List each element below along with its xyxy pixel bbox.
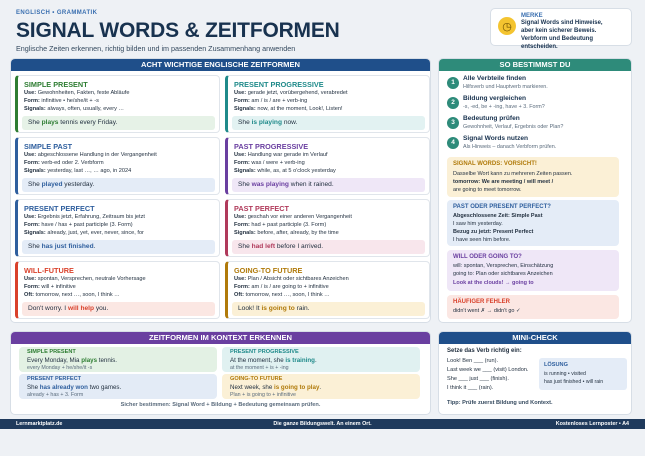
tense-name: PAST PERFECT xyxy=(234,204,290,213)
solution-line: is running • visited xyxy=(544,371,586,377)
tense-form: Form: had + past participle (3. Form) xyxy=(234,222,327,228)
howto-panel-title: SO BESTIMMST DU xyxy=(439,59,631,71)
step-subtitle: Als Hinweis – danach Verbform prüfen. xyxy=(463,144,557,150)
step-number: 4 xyxy=(447,137,459,149)
tense-signals: Signals: while, as, at 5 o'clock yesterday xyxy=(234,168,336,174)
context-formula: Plan + is going to + infinitive xyxy=(230,392,296,398)
minicheck-panel xyxy=(438,331,632,415)
exercise-line: Last week we ___ (visit) London. xyxy=(447,367,529,373)
step-item xyxy=(447,115,619,137)
step-subtitle: -s, -ed, be + -ing, have + 3. Form? xyxy=(463,104,545,110)
will-going-title: WILL ODER GOING TO? xyxy=(453,254,522,260)
caution-title: SIGNAL WORDS: VORSICHT! xyxy=(453,161,537,167)
tense-name: PAST PROGRESSIVE xyxy=(234,142,309,151)
tense-signals: Oft: tomorrow, next …, soon, I think … xyxy=(234,292,330,298)
tense-card xyxy=(225,137,430,195)
minicheck-instruction: Setze das Verb richtig ein: xyxy=(447,348,522,354)
exercise-line: She ___ just ___ (finish). xyxy=(447,376,509,382)
past-present-line: Bezug zu jetzt: Present Perfect xyxy=(453,229,534,235)
tense-example: She is playing now. xyxy=(232,116,425,130)
context-name: PRESENT PROGRESSIVE xyxy=(230,349,299,355)
tense-example: She plays tennis every Friday. xyxy=(22,116,215,130)
tense-signals: Oft: tomorrow, next …, soon, I think … xyxy=(24,292,120,298)
step-subtitle: Hilfsverb und Hauptverb markieren. xyxy=(463,84,548,90)
tense-name: PRESENT PERFECT xyxy=(24,204,95,213)
tense-use: Use: Handlung war gerade im Verlauf xyxy=(234,152,328,158)
minicheck-tip: Tipp: Prüfe zuerst Bildung und Kontext. xyxy=(447,400,553,406)
context-note: Sicher bestimmen: Signal Word + Bildung + Bedeutung gemeinsam prüfen. xyxy=(120,402,321,408)
tense-signals: Signals: before, after, already, by the time xyxy=(234,230,339,236)
step-number: 3 xyxy=(447,117,459,129)
tense-name: SIMPLE PAST xyxy=(24,142,73,151)
context-name: SIMPLE PRESENT xyxy=(27,349,76,355)
tense-card xyxy=(225,199,430,257)
will-going-line: will: spontan, Versprechen, Einschätzung xyxy=(453,263,554,269)
tense-name: WILL-FUTURE xyxy=(24,266,74,275)
step-title: Bildung vergleichen xyxy=(463,95,527,102)
tense-example: Look! It is going to rain. xyxy=(232,302,425,316)
tense-form: Form: am / is / are going to + infinitive xyxy=(234,284,329,290)
tense-example: She had left before I arrived. xyxy=(232,240,425,254)
context-formula: every Monday + he/she/it -s xyxy=(27,365,93,371)
context-formula: at the moment + is + -ing xyxy=(230,365,289,371)
tense-use: Use: Ergebnis jetzt, Erfahrung, Zeitraum bis jetzt xyxy=(24,214,145,220)
kicker: ENGLISCH • GRAMMATIK xyxy=(16,10,98,16)
tense-card xyxy=(15,261,220,319)
tense-name: PRESENT PROGRESSIVE xyxy=(234,80,324,89)
footer-center: Die ganze Bildungswelt. An einem Ort. xyxy=(273,421,372,427)
step-item xyxy=(447,75,619,97)
merke-line: aber kein sicherer Beweis. xyxy=(521,28,597,34)
tense-name: GOING-TO FUTURE xyxy=(234,266,303,275)
caution-line: are going to meet tomorrow. xyxy=(453,187,522,193)
tense-card xyxy=(225,75,430,133)
error-box xyxy=(447,295,619,319)
context-card xyxy=(19,347,217,372)
step-item xyxy=(447,95,619,117)
minicheck-title: MINI-CHECK xyxy=(439,332,631,344)
step-number: 2 xyxy=(447,97,459,109)
merke-line: Verbform und Bedeutung entscheiden. xyxy=(521,36,593,50)
step-item xyxy=(447,135,619,157)
will-going-line: Look at the clouds! → going to xyxy=(453,280,534,286)
step-title: Bedeutung prüfen xyxy=(463,115,520,122)
tense-form: Form: verb-ed oder 2. Verbform xyxy=(24,160,104,166)
merke-heading: MERKE xyxy=(521,13,543,19)
tense-form: Form: am / is / are + verb-ing xyxy=(234,98,308,104)
solution-line: has just finished • will rain xyxy=(544,379,604,385)
tense-signals: Signals: now, at the moment, Look!, Listen! xyxy=(234,106,343,112)
past-present-box xyxy=(447,200,619,246)
tense-use: Use: Plan / Absicht oder sichtbares Anzeichen xyxy=(234,276,349,282)
will-going-line: going to: Plan oder sichtbares Anzeichen xyxy=(453,271,553,277)
tense-card xyxy=(225,261,430,319)
caution-box xyxy=(447,157,619,197)
merke-box xyxy=(490,8,632,50)
error-line: didn't went ✗ → didn't go ✓ xyxy=(453,308,521,314)
context-formula: already + has + 3. Form xyxy=(27,392,84,398)
tense-form: Form: have / has + past participle (3. Form) xyxy=(24,222,133,228)
tense-name: SIMPLE PRESENT xyxy=(24,80,88,89)
context-example: She has already won two games. xyxy=(27,384,122,391)
step-title: Signal Words nutzen xyxy=(463,135,529,142)
caution-line: tomorrow: We are meeting / will meet / xyxy=(453,179,554,185)
footer xyxy=(0,419,645,429)
past-present-title: PAST ODER PRESENT PERFECT? xyxy=(453,204,551,210)
footer-right: Kostenloses Lernposter • A4 xyxy=(555,421,629,427)
tense-signals: Signals: always, often, usually, every … xyxy=(24,106,125,112)
howto-panel xyxy=(438,58,632,323)
context-panel xyxy=(10,331,431,415)
clock-icon: ◷ xyxy=(498,17,516,35)
solution-title: LÖSUNG xyxy=(544,362,568,368)
will-going-box xyxy=(447,250,619,291)
tense-use: Use: spontan, Versprechen, neutrale Vorhersage xyxy=(24,276,146,282)
step-number: 1 xyxy=(447,77,459,89)
step-title: Alle Verbteile finden xyxy=(463,75,527,82)
page-subtitle: Englische Zeiten erkennen, richtig bilden und im passenden Zusammenhang anwenden xyxy=(16,44,296,53)
context-card xyxy=(222,374,420,399)
tense-signals: Signals: yesterday, last …, … ago, in 2024 xyxy=(24,168,132,174)
exercise-line: I think it ___ (rain). xyxy=(447,385,494,391)
tense-use: Use: Gewohnheiten, Fakten, feste Abläufe xyxy=(24,90,130,96)
context-card xyxy=(19,374,217,399)
tense-example: She played yesterday. xyxy=(22,178,215,192)
context-panel-title: ZEITFORMEN IM KONTEXT ERKENNEN xyxy=(11,332,430,344)
solution-box xyxy=(539,358,627,390)
tense-card xyxy=(15,199,220,257)
tense-card xyxy=(15,75,220,133)
tense-form: Form: will + infinitive xyxy=(24,284,76,290)
step-subtitle: Gewohnheit, Verlauf, Ergebnis oder Plan? xyxy=(463,124,564,130)
tense-use: Use: geschah vor einer anderen Vergangenheit xyxy=(234,214,352,220)
tense-example: She was playing when it rained. xyxy=(232,178,425,192)
tense-example: She has just finished. xyxy=(22,240,215,254)
past-present-line: Abgeschlossene Zeit: Simple Past xyxy=(453,213,543,219)
tense-example: Don't worry. I will help you. xyxy=(22,302,215,316)
context-example: Next week, she is going to play. xyxy=(230,384,322,391)
tense-form: Form: was / were + verb-ing xyxy=(234,160,305,166)
tense-signals: Signals: already, just, yet, ever, never, since, for xyxy=(24,230,144,236)
page-title: SIGNAL WORDS & ZEITFORMEN xyxy=(16,19,340,42)
tense-use: Use: abgeschlossene Handlung in der Vergangenheit xyxy=(24,152,157,158)
context-card xyxy=(222,347,420,372)
tense-use: Use: gerade jetzt, vorübergehend, verabredet xyxy=(234,90,348,96)
context-example: At the moment, she is training. xyxy=(230,357,317,364)
tense-form: Form: infinitive • he/she/it + -s xyxy=(24,98,99,104)
context-example: Every Monday, Mia plays tennis. xyxy=(27,357,117,364)
merke-line: Signal Words sind Hinweise, xyxy=(521,20,603,26)
past-present-line: I saw him yesterday. xyxy=(453,221,503,227)
tense-card xyxy=(15,137,220,195)
footer-left[interactable]: Lernmarktplatz.de xyxy=(16,421,63,427)
context-name: PRESENT PERFECT xyxy=(27,376,82,382)
past-present-line: I have seen him before. xyxy=(453,237,511,243)
error-title: HÄUFIGER FEHLER xyxy=(453,299,510,305)
exercise-line: Look! Ben ___ (run). xyxy=(447,358,498,364)
caution-line: Dasselbe Wort kann zu mehreren Zeiten passen. xyxy=(453,171,573,177)
context-name: GOING-TO FUTURE xyxy=(230,376,283,382)
tenses-panel-title: ACHT WICHTIGE ENGLISCHE ZEITFORMEN xyxy=(11,59,430,71)
tenses-panel xyxy=(10,58,431,323)
